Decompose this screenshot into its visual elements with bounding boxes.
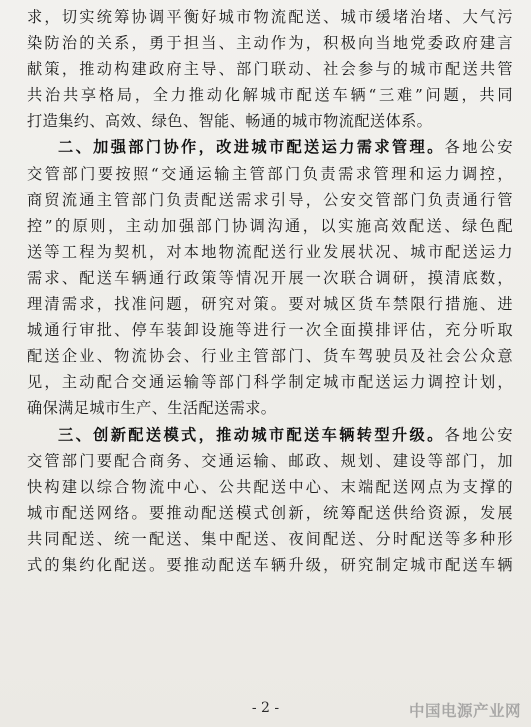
- text-line: 送等工程为契机，对本地物流配送行业发展状况、城市配送运力: [27, 242, 513, 261]
- text-line: [27, 422, 513, 448]
- text-line: [27, 134, 513, 160]
- watermark-logo-text: 中国电源产业网: [408, 702, 521, 720]
- text-line: 城市配送网络。要推动配送模式创新，统筹配送供给资源，发展: [27, 503, 513, 522]
- page-number: - 2 -: [251, 700, 280, 716]
- text-line: 交管部门要按照“交通运输主管部门负责需求管理和运力调控，: [27, 164, 513, 183]
- text-line: 确保满足城市生产、生活配送需求。: [27, 399, 277, 418]
- text-line: 式的集约化配送。要推动配送车辆升级，研究制定城市配送车辆: [27, 555, 513, 574]
- text-line: 快构建以综合物流中心、公共配送中心、末端配送网点为支撑的: [27, 477, 513, 496]
- text-line: 共治共享格局，全力推动化解城市配送车辆“三难”问题，共同: [27, 86, 513, 105]
- text-line: 商贸流通主管部门负责配送需求引导，公安交管部门负责通行管: [27, 190, 513, 209]
- document-body: [27, 4, 513, 578]
- heading-tail-text: 各地公安: [444, 425, 513, 444]
- text-line: 献策，推动构建政府主导、部门联动、社会参与的城市配送共管: [27, 60, 513, 79]
- text-line: 控”的原则，主动加强部门协调沟通，以实施高效配送、绿色配: [27, 216, 513, 235]
- section-heading: 二、加强部门协作，改进城市配送运力需求管理。: [58, 138, 445, 157]
- text-line: 理清需求，找准问题，研究对策。要对城区货车禁限行措施、进: [27, 295, 513, 314]
- text-line: 求，切实统筹协调平衡好城市物流配送、城市缓堵治堵、大气污: [27, 8, 513, 26]
- text-line: 染防治的关系，勇于担当、主动作为，积极向当地党委政府建言: [27, 34, 513, 53]
- text-line: 城通行审批、停车装卸设施等进行一次全面摸排评估，充分听取: [27, 321, 513, 340]
- section-heading: 三、创新配送模式，推动城市配送车辆转型升级。: [58, 425, 445, 444]
- text-line: 需求、配送车辆通行政策等情况开展一次联合调研，摸清底数，: [27, 268, 513, 287]
- text-line: 交管部门要配合商务、交通运输、邮政、规划、建设等部门，加: [27, 451, 513, 470]
- text-line: 共同配送、统一配送、集中配送、夜间配送、分时配送等多种形: [27, 529, 513, 548]
- heading-tail-text: 各地公安: [444, 138, 513, 157]
- text-line: 配送企业、物流协会、行业主管部门、货车驾驶员及社会公众意: [27, 347, 513, 366]
- text-line: 见，主动配合交通运输等部门科学制定城市配送运力调控计划，: [27, 373, 513, 392]
- text-line: 打造集约、高效、绿色、智能、畅通的城市物流配送体系。: [27, 112, 433, 131]
